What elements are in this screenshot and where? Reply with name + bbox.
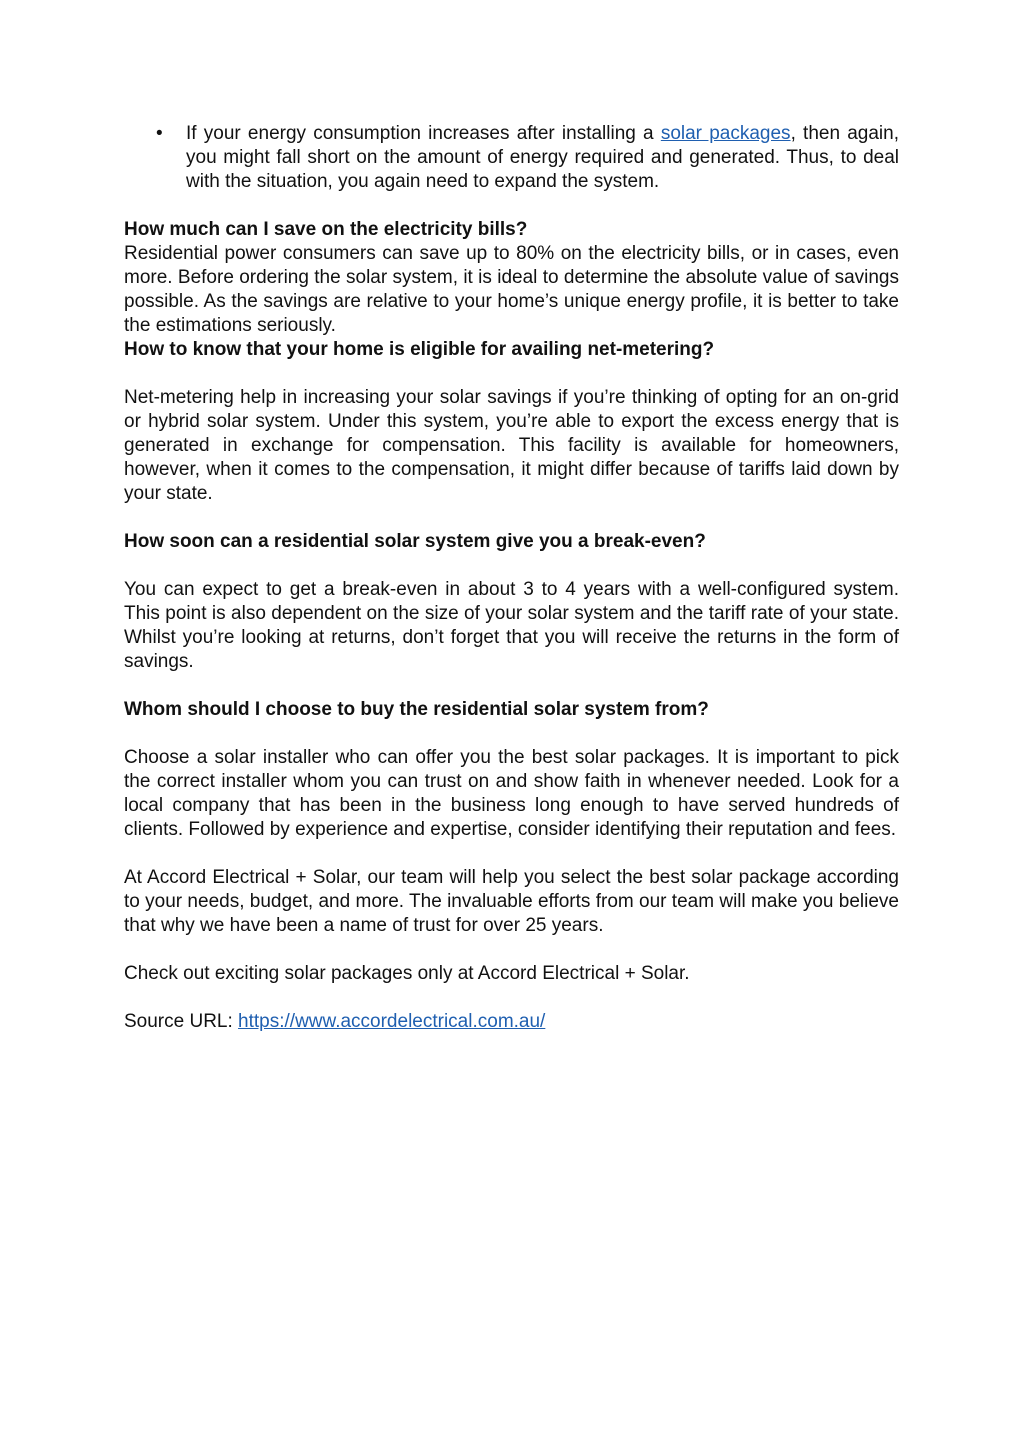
checkout-paragraph: Check out exciting solar packages only at Accord Electrical + Solar. xyxy=(124,963,690,984)
accord-paragraph: At Accord Electrical + Solar, our team will help you select the best solar package according to your needs, budget, and more. The invaluable efforts from our team will make you believe that why we have been a name of trust for over 25 years. xyxy=(124,867,899,936)
spacer xyxy=(124,194,899,218)
spacer xyxy=(124,674,899,698)
spacer xyxy=(124,506,899,530)
source-line xyxy=(124,1010,899,1034)
bullet-list-item xyxy=(124,122,899,194)
breakeven-heading: How soon can a residential solar system give you a break-even? xyxy=(124,531,706,552)
spacer xyxy=(124,842,899,866)
spacer xyxy=(124,938,899,962)
source-label: Source URL: xyxy=(124,1011,239,1032)
source-url-link[interactable]: https://www.accordelectrical.com.au/ xyxy=(238,1011,546,1032)
spacer xyxy=(124,986,899,1010)
breakeven-paragraph: You can expect to get a break-even in about 3 to 4 years with a well-configured system. This point is also dependent on the size of your solar system and the tariff rate of your state. Whilst you’re looking at returns, don’t forget that you will receive the returns in the form of savings. xyxy=(124,579,899,672)
bullet-text-after-link: , then again, you might fall short on the amount of energy required and generated. Thus, to deal with the situation, you again need to expand the system. xyxy=(186,123,900,192)
spacer xyxy=(124,362,899,386)
savings-paragraph: Residential power consumers can save up to 80% on the electricity bills, or in cases, even more. Before ordering the solar system, it is ideal to determine the absolute value of savings possible. As the savings are relative to your home’s unique energy profile, it is better to take the estimations seriously. xyxy=(124,243,899,336)
netmetering-paragraph: Net-metering help in increasing your solar savings if you’re thinking of opting for an on-grid or hybrid solar system. Under this system, you’re able to export the excess energy that is generated in exchange for compensation. This facility is available for homeowners, however, when it comes to the compensation, it might differ because of tariffs laid down by your state. xyxy=(124,387,899,504)
spacer xyxy=(124,554,899,578)
spacer xyxy=(124,722,899,746)
whom-heading: Whom should I choose to buy the residential solar system from? xyxy=(124,699,709,720)
whom-paragraph: Choose a solar installer who can offer you the best solar packages. It is important to pick the correct installer whom you can trust on and show faith in whenever needed. Look for a local company that has been in the business long enough to have served hundreds of clients. Followed by experience and expertise, consider identifying their reputation and fees. xyxy=(124,747,899,840)
savings-heading: How much can I save on the electricity bills? xyxy=(124,219,528,240)
solar-packages-link[interactable]: solar packages xyxy=(660,123,791,144)
bullet-text-before-link: If your energy consumption increases after installing a xyxy=(186,123,661,144)
netmetering-heading: How to know that your home is eligible for availing net-metering? xyxy=(124,339,715,360)
bullet-dot-icon: • xyxy=(156,123,163,144)
document-page xyxy=(124,122,899,1034)
